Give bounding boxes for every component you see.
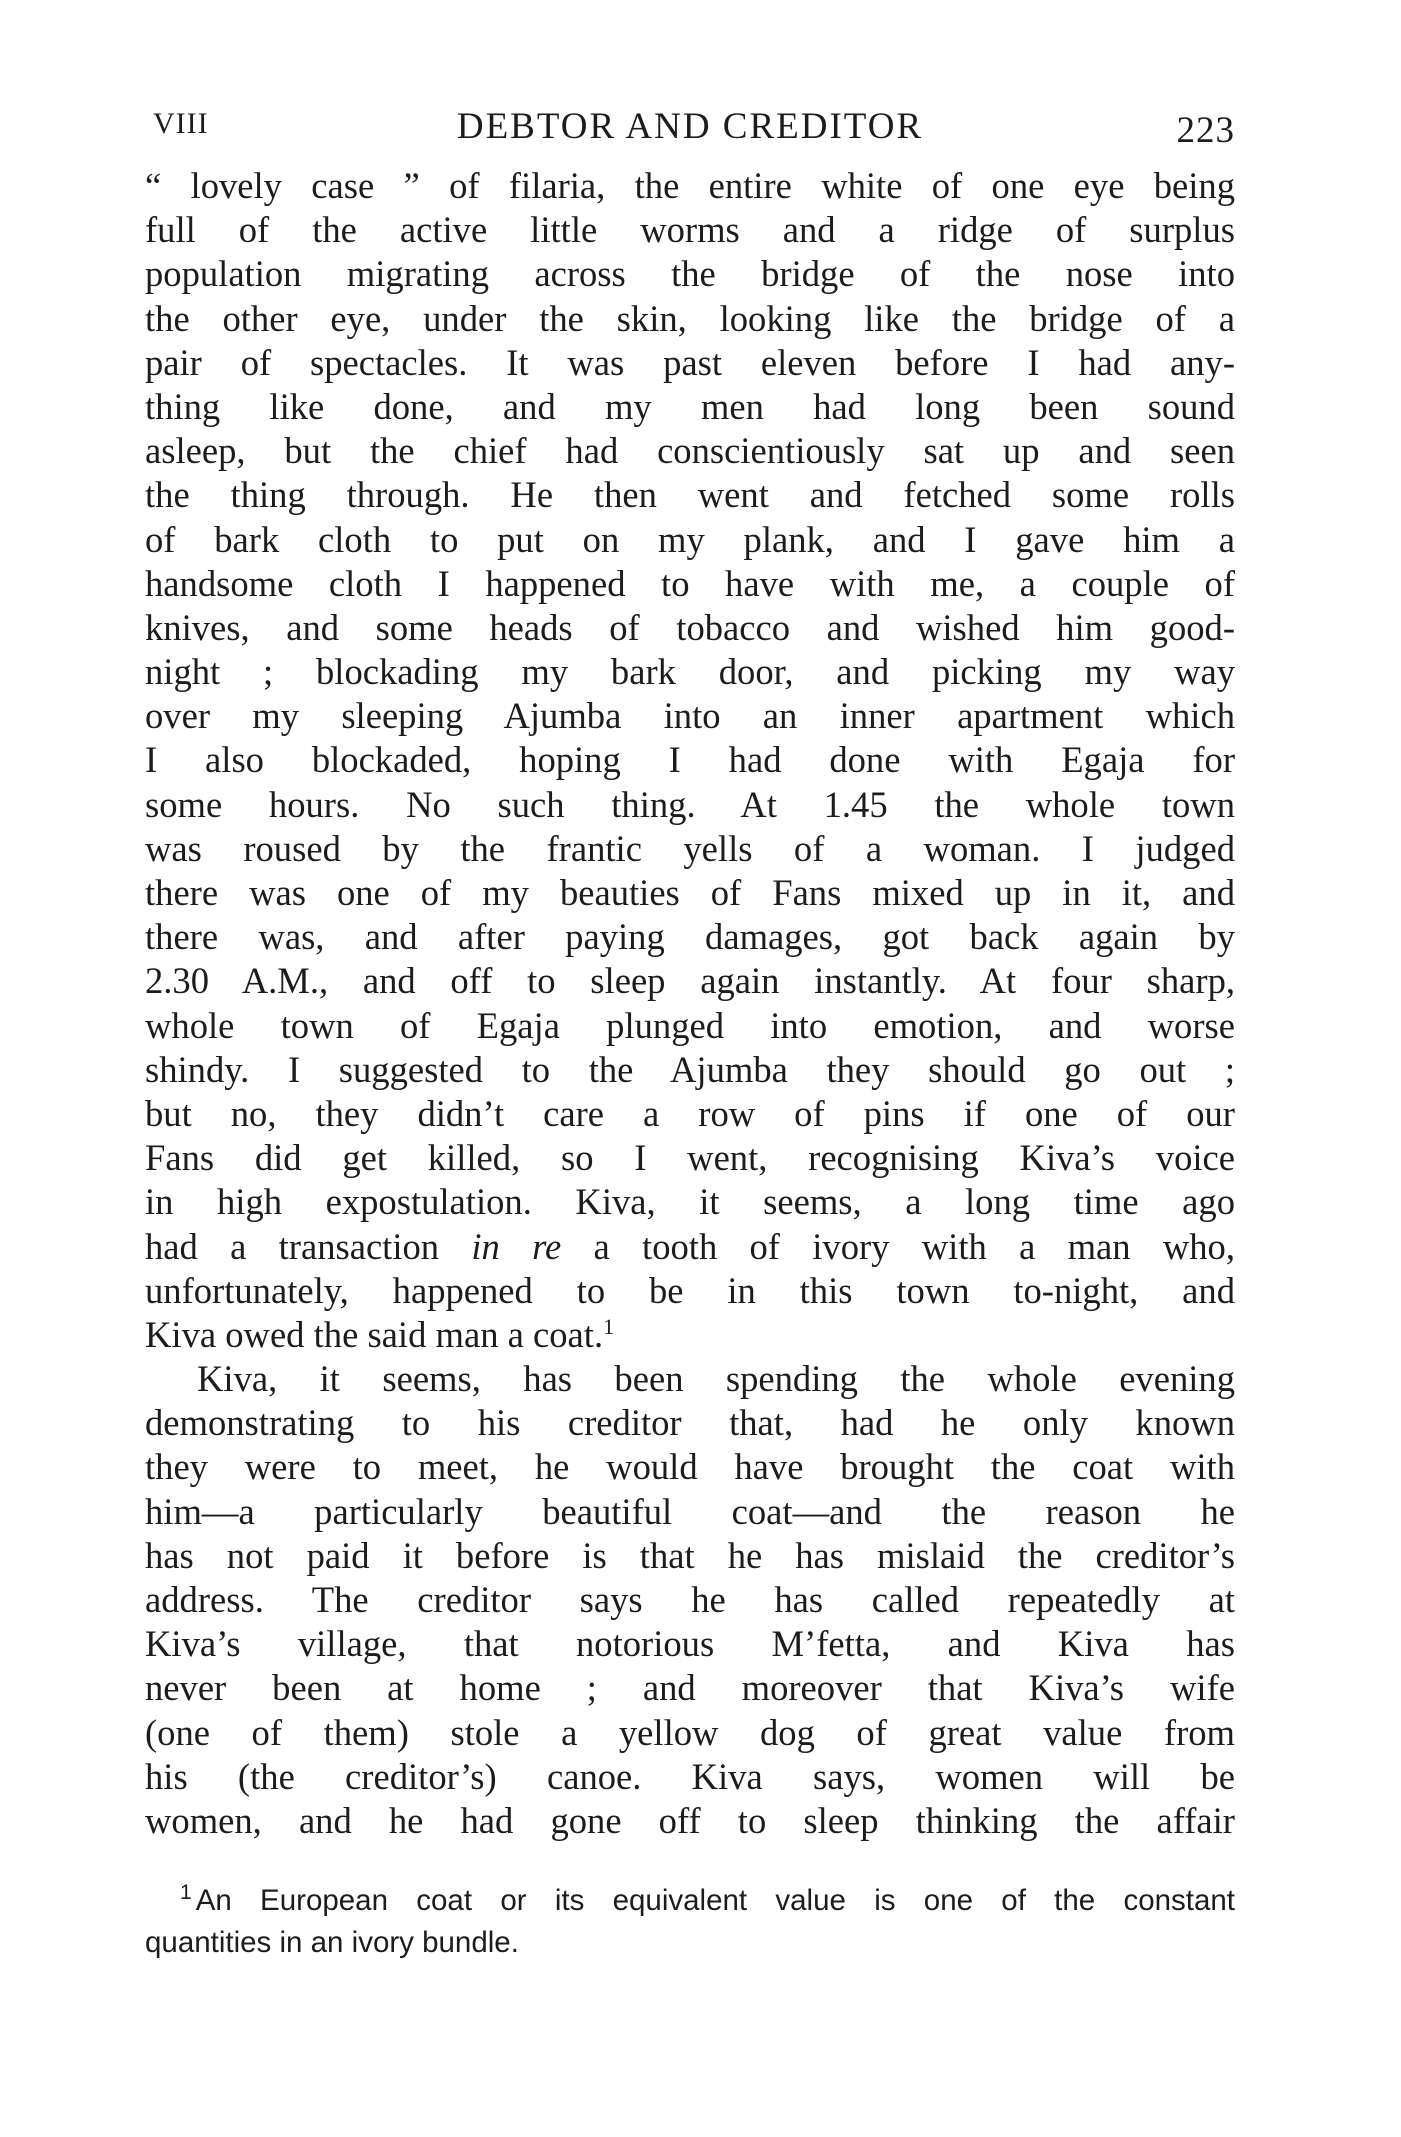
text-line: thing like done, and my men had long been sound [145, 385, 1235, 427]
text-line: shindy. I suggested to the Ajumba they should go out ; [145, 1048, 1235, 1090]
text-line: address. The creditor says he has called repeatedly at [145, 1579, 1235, 1620]
text-line: him—a particularly beautiful coat—and the reason he [145, 1490, 1235, 1532]
paragraph-end-line [145, 1313, 1235, 1357]
text-segment: had a transaction [145, 1225, 472, 1267]
footnote-text: An European coat or its equivalent value is one of the constant [195, 1884, 1235, 1917]
text-line: full of the active little worms and a ridge of surplus [145, 209, 1235, 251]
text-line: knives, and some heads of tobacco and wished him good- [145, 606, 1235, 648]
text-line: whole town of Egaja plunged into emotion, and worse [145, 1004, 1235, 1046]
text-line: has not paid it before is that he has mislaid the creditor’s [145, 1534, 1235, 1576]
text-line: never been at home ; and moreover that Kiva’s wife [145, 1667, 1235, 1709]
text-line: his (the creditor’s) canoe. Kiva says, women will be [145, 1755, 1235, 1797]
text-line: (one of them) stole a yellow dog of great value from [145, 1711, 1235, 1753]
text-line: pair of spectacles. It was past eleven before I had any- [145, 341, 1235, 383]
text-line: the other eye, under the skin, looking like the bridge of a [145, 297, 1235, 339]
text-segment: a tooth of ivory with a man who, [561, 1225, 1235, 1267]
text-line: demonstrating to his creditor that, had he only known [145, 1402, 1235, 1444]
text-line: 2.30 A.M., and off to sleep again instantly. At four sharp, [145, 960, 1235, 1002]
text-line: women, and he had gone off to sleep thinking the affair [145, 1799, 1235, 1841]
text-line: in high expostulation. Kiva, it seems, a long time ago [145, 1181, 1235, 1223]
page-number: 223 [1176, 110, 1235, 151]
text-line: of bark cloth to put on my plank, and I gave him a [145, 518, 1235, 560]
text-line-with-italic [145, 1225, 1235, 1269]
italic-phrase: in re [471, 1225, 562, 1267]
running-header [145, 105, 1235, 155]
chapter-number: VIII [153, 107, 209, 140]
text-line: unfortunately, happened to be in this town to-night, and [145, 1269, 1235, 1311]
text-line: some hours. No such thing. At 1.45 the whole town [145, 783, 1235, 825]
text-line: Fans did get killed, so I went, recognising Kiva’s voice [145, 1137, 1235, 1179]
text-segment: Kiva owed the said man a coat. [145, 1313, 604, 1355]
body-text [145, 164, 1235, 1843]
text-line: Kiva’s village, that notorious M’fetta, and Kiva has [145, 1623, 1235, 1665]
footnote-line: quantities in an ivory bundle. [145, 1926, 519, 1959]
text-line: handsome cloth I happened to have with me, a couple of [145, 562, 1235, 604]
text-line: there was one of my beauties of Fans mixed up in it, and [145, 872, 1235, 913]
running-title: DEBTOR AND CREDITOR [456, 106, 924, 147]
footnote-marker: 1 [180, 1881, 192, 1905]
text-line: I also blockaded, hoping I had done with Egaja for [145, 739, 1235, 781]
text-line: they were to meet, he would have brought the coat with [145, 1446, 1235, 1488]
text-line: the thing through. He then went and fetched some rolls [145, 474, 1235, 516]
text-line: asleep, but the chief had conscientiously sat up and seen [145, 430, 1235, 472]
footnote [145, 1880, 1235, 1964]
text-line: over my sleeping Ajumba into an inner apartment which [145, 695, 1235, 737]
footnote-line [145, 1880, 1235, 1922]
text-line: “ lovely case ” of filaria, the entire white of one eye being [145, 165, 1235, 206]
text-line: population migrating across the bridge of the nose into [145, 253, 1235, 295]
text-line: night ; blockading my bark door, and picking my way [145, 651, 1235, 693]
footnote-reference: 1 [603, 1313, 615, 1339]
text-line: but no, they didn’t care a row of pins if one of our [145, 1092, 1235, 1134]
text-line: there was, and after paying damages, got back again by [145, 916, 1235, 958]
text-line: was roused by the frantic yells of a woman. I judged [145, 827, 1235, 869]
paragraph-first-line: Kiva, it seems, has been spending the whole evening [197, 1358, 1235, 1400]
